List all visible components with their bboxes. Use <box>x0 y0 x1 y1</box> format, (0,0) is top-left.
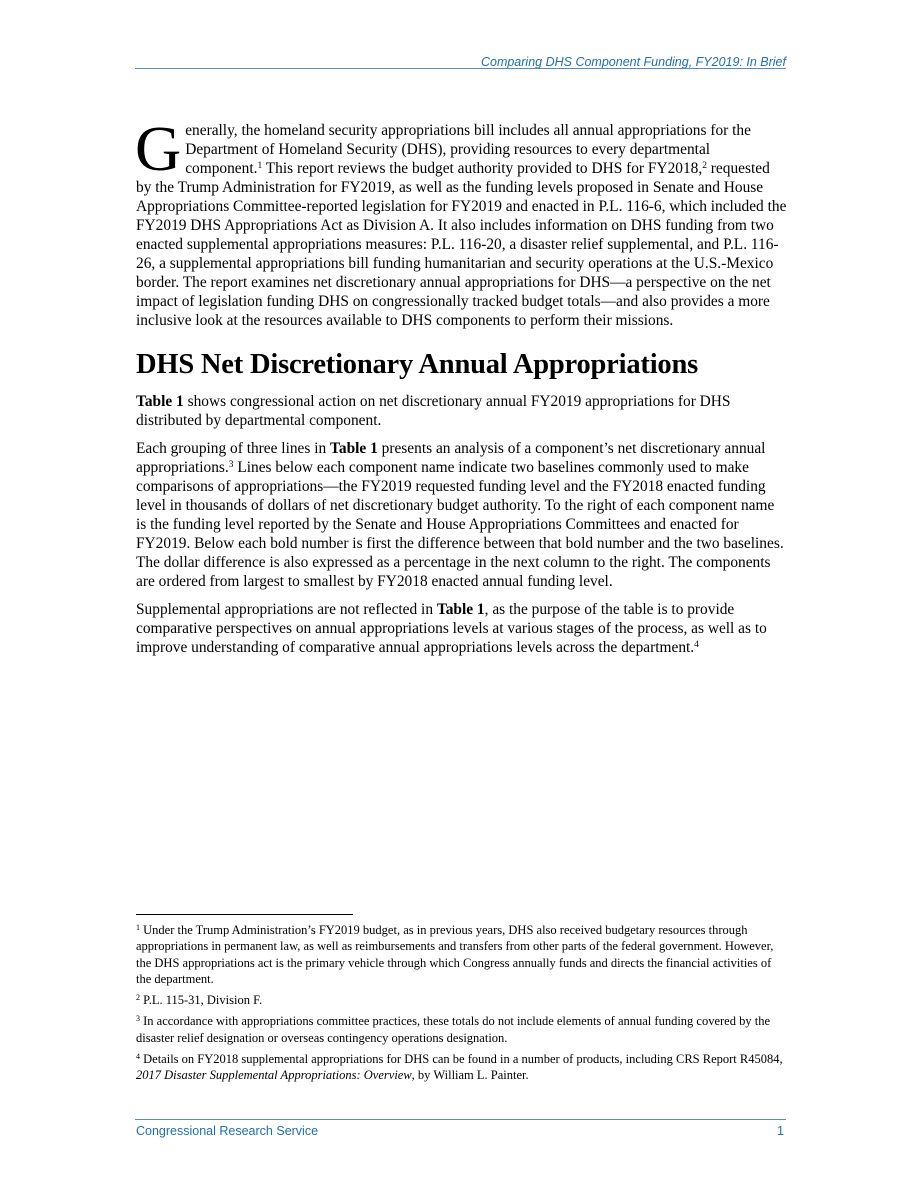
footnote-text: Under the Trump Administration’s FY2019 budget, as in previous years, DHS also received budgetary resources through appropriations in permanent law, as well as reimbursements and transfers from other parts of the federal government. However, the DHS appropriations act is the primary vehicle through which Congress annually funds and directs the financial activities of the department. <box>136 923 774 986</box>
body-content <box>135 113 787 666</box>
running-header-title: Comparing DHS Component Funding, FY2019: In Brief <box>480 55 786 69</box>
footnote-ref-3[interactable]: 3 <box>228 460 234 470</box>
intro-text-1: enerally, the homeland security appropriations bill includes all annual appropriations for the Department of Homeland Security (DHS), providing resources to every departmental component. <box>185 122 751 177</box>
section-heading: DHS Net Discretionary Annual Appropriations <box>136 349 698 380</box>
footnote-ref-4[interactable]: 4 <box>694 640 699 650</box>
footnote-3 <box>136 1013 787 1046</box>
section-paragraph-2 <box>136 439 787 591</box>
paragraph-2-text-3: Lines below each component name indicate two baselines commonly used to make comparisons of appropriations—the FY2019 requested funding level and the FY2018 enacted funding level in thousands of dollars of net discretionary budget authority. To the right of each component name is the funding level reported by the Senate and House Appropriations Committees and enacted for FY2019. Below each bold number is first the difference between that bold number and the two baselines. The dollar difference is also expressed as a percentage in the next column to the right. The components are ordered from largest to smallest by FY2018 enacted annual funding level. <box>136 459 784 590</box>
footnote-ref-1[interactable]: 1 <box>257 161 263 171</box>
paragraph-3-text-1: Supplemental appropriations are not reflected in <box>136 601 437 618</box>
footer-publisher: Congressional Research Service <box>136 1124 319 1138</box>
footnote-number: 1 <box>136 923 140 932</box>
paragraph-1-text: shows congressional action on net discretionary annual FY2019 appropriations for DHS distributed by departmental component. <box>136 393 731 429</box>
intro-text-3: requested by the Trump Administration for FY2019, as well as the funding levels proposed in Senate and House Appropriations Committee-reported legislation for FY2019 and enacted in P.L. 116-6, which included the FY2019 DHS Appropriations Act as Division A. It also includes information on DHS funding from two enacted supplemental appropriations measures: P.L. 116-20, a disaster relief supplemental, and P.L. 116-26, a supplemental appropriations bill funding humanitarian and security operations at the U.S.-Mexico border. The report examines net discretionary annual appropriations for DHS—a perspective on the net impact of legislation funding DHS on congressionally tracked budget totals—and also provides a more inclusive look at the resources available to DHS components to perform their missions. <box>136 160 787 329</box>
page-number: 1 <box>777 1124 784 1138</box>
footnote-ref-2[interactable]: 2 <box>702 161 707 171</box>
footnote-text: In accordance with appropriations committee practices, these totals do not include elements of annual funding covered by the disaster relief designation or overseas contingency operations designation. <box>136 1014 770 1045</box>
section-paragraph-1 <box>136 392 787 430</box>
footnotes <box>136 922 787 1089</box>
intro-paragraph <box>135 113 787 330</box>
footnote-text: , by William L. Painter. <box>411 1068 529 1083</box>
section-paragraph-3 <box>136 600 787 657</box>
footnote-text: P.L. 115-31, Division F. <box>140 993 263 1008</box>
table-1-ref[interactable]: Table 1 <box>330 440 378 457</box>
footnote-number: 2 <box>136 993 140 1003</box>
intro-text-2: This report reviews the budget authority provided to DHS for FY2018, <box>262 160 703 177</box>
footnote-4 <box>136 1051 787 1084</box>
drop-cap: G <box>135 113 182 184</box>
paragraph-2-text-2: presents an analysis of a component’s net discretionary annual appropriations. <box>136 440 766 476</box>
paragraph-3-text-2: , as the purpose of the table is to provide comparative perspectives on annual appropriations levels at various stages of the process, as well as to improve understanding of comparative annual appropriations levels across the department. <box>136 601 767 656</box>
report-title-link[interactable]: 2017 Disaster Supplemental Appropriations: Overview <box>136 1068 412 1083</box>
header-rule <box>135 68 786 69</box>
table-1-ref[interactable]: Table 1 <box>436 601 485 618</box>
footnote-number: 3 <box>136 1014 140 1024</box>
table-1-ref[interactable]: Table 1 <box>136 393 184 410</box>
footnote-2 <box>136 992 787 1008</box>
footnote-number: 4 <box>136 1052 140 1062</box>
paragraph-2-text-1: Each grouping of three lines in <box>136 440 331 457</box>
footnote-separator <box>136 914 353 915</box>
footnote-text: Details on FY2018 supplemental appropriations for DHS can be found in a number of products, including CRS Report R45084, <box>140 1052 783 1067</box>
footer-rule <box>135 1119 786 1120</box>
footnote-1 <box>136 922 787 987</box>
